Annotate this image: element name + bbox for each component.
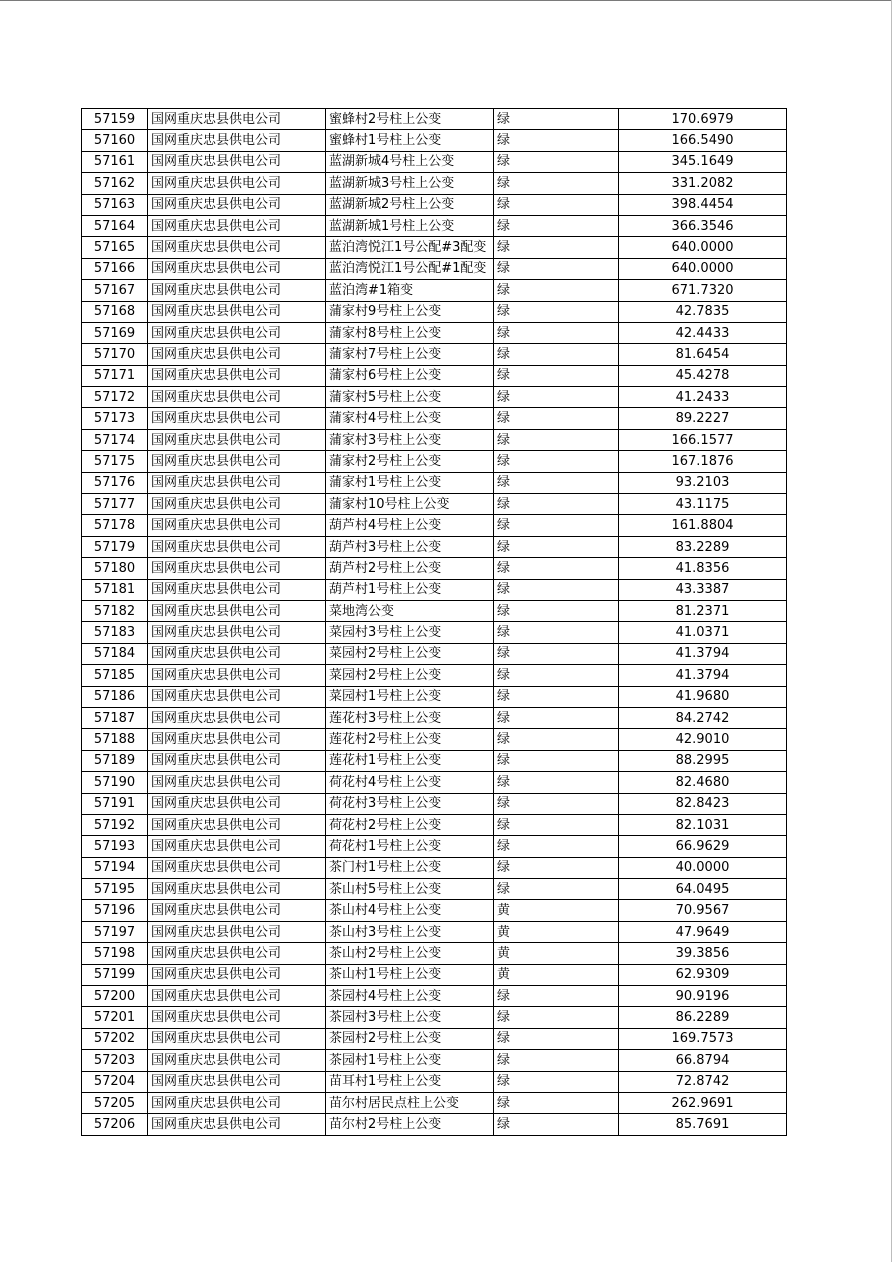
row-id-cell: 57162 bbox=[82, 173, 148, 194]
status-cell: 绿 bbox=[494, 1114, 619, 1135]
value-cell: 41.0371 bbox=[619, 622, 787, 643]
transformer-name-cell: 蓝湖新城2号柱上公变 bbox=[326, 194, 494, 215]
table-row bbox=[82, 408, 787, 429]
table-row bbox=[82, 857, 787, 878]
status-cell: 绿 bbox=[494, 408, 619, 429]
row-id-cell: 57173 bbox=[82, 408, 148, 429]
company-cell: 国网重庆忠县供电公司 bbox=[148, 408, 326, 429]
status-cell: 绿 bbox=[494, 622, 619, 643]
transformer-name-cell: 菜园村2号柱上公变 bbox=[326, 665, 494, 686]
row-id-cell: 57184 bbox=[82, 643, 148, 664]
status-cell: 绿 bbox=[494, 301, 619, 322]
status-cell: 绿 bbox=[494, 515, 619, 536]
row-id-cell: 57183 bbox=[82, 622, 148, 643]
transformer-name-cell: 蜜蜂村1号柱上公变 bbox=[326, 130, 494, 151]
table-row bbox=[82, 558, 787, 579]
table-row bbox=[82, 1114, 787, 1135]
value-cell: 398.4454 bbox=[619, 194, 787, 215]
company-cell: 国网重庆忠县供电公司 bbox=[148, 857, 326, 878]
value-cell: 82.8423 bbox=[619, 793, 787, 814]
row-id-cell: 57163 bbox=[82, 194, 148, 215]
status-cell: 绿 bbox=[494, 194, 619, 215]
table-row bbox=[82, 301, 787, 322]
status-cell: 绿 bbox=[494, 429, 619, 450]
page-top-rule bbox=[0, 0, 892, 1]
company-cell: 国网重庆忠县供电公司 bbox=[148, 429, 326, 450]
transformer-name-cell: 蓝泊湾悦江1号公配#1配变 bbox=[326, 258, 494, 279]
company-cell: 国网重庆忠县供电公司 bbox=[148, 579, 326, 600]
row-id-cell: 57197 bbox=[82, 921, 148, 942]
status-cell: 绿 bbox=[494, 365, 619, 386]
company-cell: 国网重庆忠县供电公司 bbox=[148, 472, 326, 493]
row-id-cell: 57188 bbox=[82, 729, 148, 750]
row-id-cell: 57174 bbox=[82, 429, 148, 450]
row-id-cell: 57164 bbox=[82, 215, 148, 236]
transformer-name-cell: 茶山村1号柱上公变 bbox=[326, 964, 494, 985]
transformer-name-cell: 荷花村2号柱上公变 bbox=[326, 814, 494, 835]
company-cell: 国网重庆忠县供电公司 bbox=[148, 750, 326, 771]
company-cell: 国网重庆忠县供电公司 bbox=[148, 964, 326, 985]
status-cell: 绿 bbox=[494, 451, 619, 472]
table-row bbox=[82, 600, 787, 621]
row-id-cell: 57177 bbox=[82, 494, 148, 515]
value-cell: 167.1876 bbox=[619, 451, 787, 472]
value-cell: 83.2289 bbox=[619, 536, 787, 557]
table-row bbox=[82, 515, 787, 536]
row-id-cell: 57204 bbox=[82, 1071, 148, 1092]
row-id-cell: 57198 bbox=[82, 943, 148, 964]
transformer-name-cell: 苗尔村2号柱上公变 bbox=[326, 1114, 494, 1135]
row-id-cell: 57200 bbox=[82, 986, 148, 1007]
value-cell: 66.8794 bbox=[619, 1050, 787, 1071]
company-cell: 国网重庆忠县供电公司 bbox=[148, 451, 326, 472]
row-id-cell: 57191 bbox=[82, 793, 148, 814]
row-id-cell: 57168 bbox=[82, 301, 148, 322]
company-cell: 国网重庆忠县供电公司 bbox=[148, 772, 326, 793]
table-row bbox=[82, 772, 787, 793]
value-cell: 43.1175 bbox=[619, 494, 787, 515]
table-row bbox=[82, 1028, 787, 1049]
status-cell: 绿 bbox=[494, 772, 619, 793]
value-cell: 331.2082 bbox=[619, 173, 787, 194]
status-cell: 黄 bbox=[494, 900, 619, 921]
table-row bbox=[82, 986, 787, 1007]
company-cell: 国网重庆忠县供电公司 bbox=[148, 280, 326, 301]
table-row bbox=[82, 151, 787, 172]
value-cell: 41.2433 bbox=[619, 387, 787, 408]
status-cell: 绿 bbox=[494, 258, 619, 279]
value-cell: 40.0000 bbox=[619, 857, 787, 878]
status-cell: 绿 bbox=[494, 344, 619, 365]
row-id-cell: 57166 bbox=[82, 258, 148, 279]
status-cell: 绿 bbox=[494, 280, 619, 301]
transformer-name-cell: 蓝湖新城1号柱上公变 bbox=[326, 215, 494, 236]
transformer-name-cell: 葫芦村1号柱上公变 bbox=[326, 579, 494, 600]
row-id-cell: 57165 bbox=[82, 237, 148, 258]
row-id-cell: 57167 bbox=[82, 280, 148, 301]
company-cell: 国网重庆忠县供电公司 bbox=[148, 686, 326, 707]
status-cell: 黄 bbox=[494, 943, 619, 964]
value-cell: 42.7835 bbox=[619, 301, 787, 322]
value-cell: 81.2371 bbox=[619, 600, 787, 621]
value-cell: 90.9196 bbox=[619, 986, 787, 1007]
status-cell: 绿 bbox=[494, 665, 619, 686]
transformer-name-cell: 莲花村1号柱上公变 bbox=[326, 750, 494, 771]
status-cell: 绿 bbox=[494, 237, 619, 258]
status-cell: 绿 bbox=[494, 173, 619, 194]
value-cell: 43.3387 bbox=[619, 579, 787, 600]
row-id-cell: 57160 bbox=[82, 130, 148, 151]
transformer-name-cell: 蒲家村6号柱上公变 bbox=[326, 365, 494, 386]
transformer-name-cell: 莲花村3号柱上公变 bbox=[326, 707, 494, 728]
table-row bbox=[82, 836, 787, 857]
table-row bbox=[82, 579, 787, 600]
value-cell: 41.3794 bbox=[619, 665, 787, 686]
row-id-cell: 57182 bbox=[82, 600, 148, 621]
row-id-cell: 57195 bbox=[82, 879, 148, 900]
status-cell: 绿 bbox=[494, 536, 619, 557]
transformer-table bbox=[81, 108, 787, 1136]
status-cell: 绿 bbox=[494, 836, 619, 857]
company-cell: 国网重庆忠县供电公司 bbox=[148, 1114, 326, 1135]
company-cell: 国网重庆忠县供电公司 bbox=[148, 215, 326, 236]
table-row bbox=[82, 622, 787, 643]
transformer-name-cell: 莲花村2号柱上公变 bbox=[326, 729, 494, 750]
row-id-cell: 57202 bbox=[82, 1028, 148, 1049]
transformer-name-cell: 蓝湖新城4号柱上公变 bbox=[326, 151, 494, 172]
table-row bbox=[82, 750, 787, 771]
company-cell: 国网重庆忠县供电公司 bbox=[148, 665, 326, 686]
table-row bbox=[82, 109, 787, 130]
table-body bbox=[82, 109, 787, 1136]
value-cell: 41.9680 bbox=[619, 686, 787, 707]
transformer-name-cell: 菜园村1号柱上公变 bbox=[326, 686, 494, 707]
company-cell: 国网重庆忠县供电公司 bbox=[148, 536, 326, 557]
company-cell: 国网重庆忠县供电公司 bbox=[148, 729, 326, 750]
transformer-name-cell: 荷花村4号柱上公变 bbox=[326, 772, 494, 793]
company-cell: 国网重庆忠县供电公司 bbox=[148, 344, 326, 365]
value-cell: 72.8742 bbox=[619, 1071, 787, 1092]
status-cell: 绿 bbox=[494, 686, 619, 707]
transformer-name-cell: 蒲家村9号柱上公变 bbox=[326, 301, 494, 322]
company-cell: 国网重庆忠县供电公司 bbox=[148, 814, 326, 835]
status-cell: 绿 bbox=[494, 109, 619, 130]
table-row bbox=[82, 793, 787, 814]
company-cell: 国网重庆忠县供电公司 bbox=[148, 194, 326, 215]
value-cell: 166.1577 bbox=[619, 429, 787, 450]
status-cell: 绿 bbox=[494, 879, 619, 900]
transformer-name-cell: 葫芦村4号柱上公变 bbox=[326, 515, 494, 536]
status-cell: 绿 bbox=[494, 387, 619, 408]
company-cell: 国网重庆忠县供电公司 bbox=[148, 1028, 326, 1049]
company-cell: 国网重庆忠县供电公司 bbox=[148, 986, 326, 1007]
table-row bbox=[82, 194, 787, 215]
transformer-name-cell: 蒲家村7号柱上公变 bbox=[326, 344, 494, 365]
table-row bbox=[82, 686, 787, 707]
transformer-name-cell: 苗耳村1号柱上公变 bbox=[326, 1071, 494, 1092]
company-cell: 国网重庆忠县供电公司 bbox=[148, 879, 326, 900]
table-row bbox=[82, 879, 787, 900]
value-cell: 169.7573 bbox=[619, 1028, 787, 1049]
transformer-name-cell: 蒲家村5号柱上公变 bbox=[326, 387, 494, 408]
transformer-name-cell: 菜地湾公变 bbox=[326, 600, 494, 621]
value-cell: 39.3856 bbox=[619, 943, 787, 964]
company-cell: 国网重庆忠县供电公司 bbox=[148, 1092, 326, 1113]
value-cell: 366.3546 bbox=[619, 215, 787, 236]
transformer-name-cell: 葫芦村2号柱上公变 bbox=[326, 558, 494, 579]
company-cell: 国网重庆忠县供电公司 bbox=[148, 173, 326, 194]
table-row bbox=[82, 1050, 787, 1071]
status-cell: 绿 bbox=[494, 472, 619, 493]
company-cell: 国网重庆忠县供电公司 bbox=[148, 600, 326, 621]
value-cell: 62.9309 bbox=[619, 964, 787, 985]
value-cell: 86.2289 bbox=[619, 1007, 787, 1028]
transformer-name-cell: 菜园村2号柱上公变 bbox=[326, 643, 494, 664]
status-cell: 绿 bbox=[494, 1007, 619, 1028]
value-cell: 47.9649 bbox=[619, 921, 787, 942]
transformer-name-cell: 蒲家村10号柱上公变 bbox=[326, 494, 494, 515]
value-cell: 45.4278 bbox=[619, 365, 787, 386]
row-id-cell: 57201 bbox=[82, 1007, 148, 1028]
row-id-cell: 57196 bbox=[82, 900, 148, 921]
table-row bbox=[82, 1007, 787, 1028]
company-cell: 国网重庆忠县供电公司 bbox=[148, 1050, 326, 1071]
row-id-cell: 57185 bbox=[82, 665, 148, 686]
transformer-name-cell: 茶山村4号柱上公变 bbox=[326, 900, 494, 921]
row-id-cell: 57180 bbox=[82, 558, 148, 579]
transformer-name-cell: 茶山村3号柱上公变 bbox=[326, 921, 494, 942]
company-cell: 国网重庆忠县供电公司 bbox=[148, 109, 326, 130]
transformer-name-cell: 蓝湖新城3号柱上公变 bbox=[326, 173, 494, 194]
table-row bbox=[82, 814, 787, 835]
value-cell: 345.1649 bbox=[619, 151, 787, 172]
table-row bbox=[82, 387, 787, 408]
value-cell: 42.4433 bbox=[619, 322, 787, 343]
value-cell: 166.5490 bbox=[619, 130, 787, 151]
row-id-cell: 57171 bbox=[82, 365, 148, 386]
value-cell: 42.9010 bbox=[619, 729, 787, 750]
value-cell: 82.1031 bbox=[619, 814, 787, 835]
status-cell: 绿 bbox=[494, 707, 619, 728]
row-id-cell: 57170 bbox=[82, 344, 148, 365]
transformer-name-cell: 蒲家村4号柱上公变 bbox=[326, 408, 494, 429]
company-cell: 国网重庆忠县供电公司 bbox=[148, 301, 326, 322]
transformer-name-cell: 荷花村1号柱上公变 bbox=[326, 836, 494, 857]
company-cell: 国网重庆忠县供电公司 bbox=[148, 793, 326, 814]
company-cell: 国网重庆忠县供电公司 bbox=[148, 943, 326, 964]
table-row bbox=[82, 237, 787, 258]
value-cell: 170.6979 bbox=[619, 109, 787, 130]
status-cell: 绿 bbox=[494, 579, 619, 600]
table-row bbox=[82, 900, 787, 921]
status-cell: 黄 bbox=[494, 964, 619, 985]
value-cell: 93.2103 bbox=[619, 472, 787, 493]
row-id-cell: 57194 bbox=[82, 857, 148, 878]
value-cell: 640.0000 bbox=[619, 258, 787, 279]
table-row bbox=[82, 130, 787, 151]
table-row bbox=[82, 643, 787, 664]
value-cell: 41.3794 bbox=[619, 643, 787, 664]
table-row bbox=[82, 429, 787, 450]
row-id-cell: 57175 bbox=[82, 451, 148, 472]
table-row bbox=[82, 494, 787, 515]
row-id-cell: 57178 bbox=[82, 515, 148, 536]
table-row bbox=[82, 536, 787, 557]
status-cell: 绿 bbox=[494, 1050, 619, 1071]
company-cell: 国网重庆忠县供电公司 bbox=[148, 365, 326, 386]
status-cell: 绿 bbox=[494, 643, 619, 664]
status-cell: 绿 bbox=[494, 857, 619, 878]
company-cell: 国网重庆忠县供电公司 bbox=[148, 558, 326, 579]
value-cell: 41.8356 bbox=[619, 558, 787, 579]
table-row bbox=[82, 344, 787, 365]
value-cell: 84.2742 bbox=[619, 707, 787, 728]
row-id-cell: 57190 bbox=[82, 772, 148, 793]
company-cell: 国网重庆忠县供电公司 bbox=[148, 707, 326, 728]
table-row bbox=[82, 173, 787, 194]
company-cell: 国网重庆忠县供电公司 bbox=[148, 622, 326, 643]
value-cell: 671.7320 bbox=[619, 280, 787, 301]
status-cell: 绿 bbox=[494, 1071, 619, 1092]
value-cell: 262.9691 bbox=[619, 1092, 787, 1113]
transformer-name-cell: 茶山村2号柱上公变 bbox=[326, 943, 494, 964]
row-id-cell: 57189 bbox=[82, 750, 148, 771]
value-cell: 640.0000 bbox=[619, 237, 787, 258]
row-id-cell: 57193 bbox=[82, 836, 148, 857]
company-cell: 国网重庆忠县供电公司 bbox=[148, 900, 326, 921]
transformer-name-cell: 蜜蜂村2号柱上公变 bbox=[326, 109, 494, 130]
table-row bbox=[82, 707, 787, 728]
table-row bbox=[82, 365, 787, 386]
row-id-cell: 57161 bbox=[82, 151, 148, 172]
company-cell: 国网重庆忠县供电公司 bbox=[148, 921, 326, 942]
status-cell: 绿 bbox=[494, 215, 619, 236]
value-cell: 82.4680 bbox=[619, 772, 787, 793]
status-cell: 绿 bbox=[494, 1092, 619, 1113]
row-id-cell: 57169 bbox=[82, 322, 148, 343]
transformer-name-cell: 茶园村3号柱上公变 bbox=[326, 1007, 494, 1028]
value-cell: 88.2995 bbox=[619, 750, 787, 771]
company-cell: 国网重庆忠县供电公司 bbox=[148, 151, 326, 172]
transformer-name-cell: 苗尔村居民点柱上公变 bbox=[326, 1092, 494, 1113]
company-cell: 国网重庆忠县供电公司 bbox=[148, 494, 326, 515]
table-row bbox=[82, 964, 787, 985]
status-cell: 绿 bbox=[494, 130, 619, 151]
status-cell: 绿 bbox=[494, 322, 619, 343]
status-cell: 绿 bbox=[494, 750, 619, 771]
status-cell: 绿 bbox=[494, 986, 619, 1007]
table-row bbox=[82, 729, 787, 750]
transformer-name-cell: 蒲家村8号柱上公变 bbox=[326, 322, 494, 343]
table-row bbox=[82, 472, 787, 493]
table-row bbox=[82, 215, 787, 236]
company-cell: 国网重庆忠县供电公司 bbox=[148, 1071, 326, 1092]
transformer-name-cell: 荷花村3号柱上公变 bbox=[326, 793, 494, 814]
row-id-cell: 57205 bbox=[82, 1092, 148, 1113]
company-cell: 国网重庆忠县供电公司 bbox=[148, 836, 326, 857]
transformer-name-cell: 茶门村1号柱上公变 bbox=[326, 857, 494, 878]
table-row bbox=[82, 322, 787, 343]
transformer-name-cell: 蒲家村2号柱上公变 bbox=[326, 451, 494, 472]
value-cell: 89.2227 bbox=[619, 408, 787, 429]
company-cell: 国网重庆忠县供电公司 bbox=[148, 643, 326, 664]
status-cell: 黄 bbox=[494, 921, 619, 942]
company-cell: 国网重庆忠县供电公司 bbox=[148, 1007, 326, 1028]
row-id-cell: 57186 bbox=[82, 686, 148, 707]
table-row bbox=[82, 280, 787, 301]
table-row bbox=[82, 921, 787, 942]
row-id-cell: 57199 bbox=[82, 964, 148, 985]
row-id-cell: 57179 bbox=[82, 536, 148, 557]
company-cell: 国网重庆忠县供电公司 bbox=[148, 387, 326, 408]
status-cell: 绿 bbox=[494, 600, 619, 621]
transformer-name-cell: 蓝泊湾悦江1号公配#3配变 bbox=[326, 237, 494, 258]
value-cell: 161.8804 bbox=[619, 515, 787, 536]
transformer-name-cell: 茶园村1号柱上公变 bbox=[326, 1050, 494, 1071]
row-id-cell: 57203 bbox=[82, 1050, 148, 1071]
status-cell: 绿 bbox=[494, 1028, 619, 1049]
transformer-name-cell: 菜园村3号柱上公变 bbox=[326, 622, 494, 643]
status-cell: 绿 bbox=[494, 793, 619, 814]
row-id-cell: 57181 bbox=[82, 579, 148, 600]
table-row bbox=[82, 1092, 787, 1113]
table-row bbox=[82, 451, 787, 472]
company-cell: 国网重庆忠县供电公司 bbox=[148, 258, 326, 279]
table-row bbox=[82, 665, 787, 686]
transformer-name-cell: 茶园村2号柱上公变 bbox=[326, 1028, 494, 1049]
status-cell: 绿 bbox=[494, 151, 619, 172]
value-cell: 85.7691 bbox=[619, 1114, 787, 1135]
transformer-name-cell: 蓝泊湾#1箱变 bbox=[326, 280, 494, 301]
company-cell: 国网重庆忠县供电公司 bbox=[148, 322, 326, 343]
row-id-cell: 57172 bbox=[82, 387, 148, 408]
transformer-name-cell: 蒲家村1号柱上公变 bbox=[326, 472, 494, 493]
row-id-cell: 57187 bbox=[82, 707, 148, 728]
table-row bbox=[82, 258, 787, 279]
transformer-name-cell: 茶园村4号柱上公变 bbox=[326, 986, 494, 1007]
row-id-cell: 57206 bbox=[82, 1114, 148, 1135]
row-id-cell: 57176 bbox=[82, 472, 148, 493]
table-row bbox=[82, 1071, 787, 1092]
row-id-cell: 57159 bbox=[82, 109, 148, 130]
status-cell: 绿 bbox=[494, 558, 619, 579]
status-cell: 绿 bbox=[494, 494, 619, 515]
value-cell: 64.0495 bbox=[619, 879, 787, 900]
company-cell: 国网重庆忠县供电公司 bbox=[148, 130, 326, 151]
status-cell: 绿 bbox=[494, 729, 619, 750]
value-cell: 81.6454 bbox=[619, 344, 787, 365]
value-cell: 66.9629 bbox=[619, 836, 787, 857]
transformer-name-cell: 蒲家村3号柱上公变 bbox=[326, 429, 494, 450]
company-cell: 国网重庆忠县供电公司 bbox=[148, 237, 326, 258]
transformer-name-cell: 茶山村5号柱上公变 bbox=[326, 879, 494, 900]
value-cell: 70.9567 bbox=[619, 900, 787, 921]
company-cell: 国网重庆忠县供电公司 bbox=[148, 515, 326, 536]
status-cell: 绿 bbox=[494, 814, 619, 835]
row-id-cell: 57192 bbox=[82, 814, 148, 835]
table-row bbox=[82, 943, 787, 964]
transformer-name-cell: 葫芦村3号柱上公变 bbox=[326, 536, 494, 557]
